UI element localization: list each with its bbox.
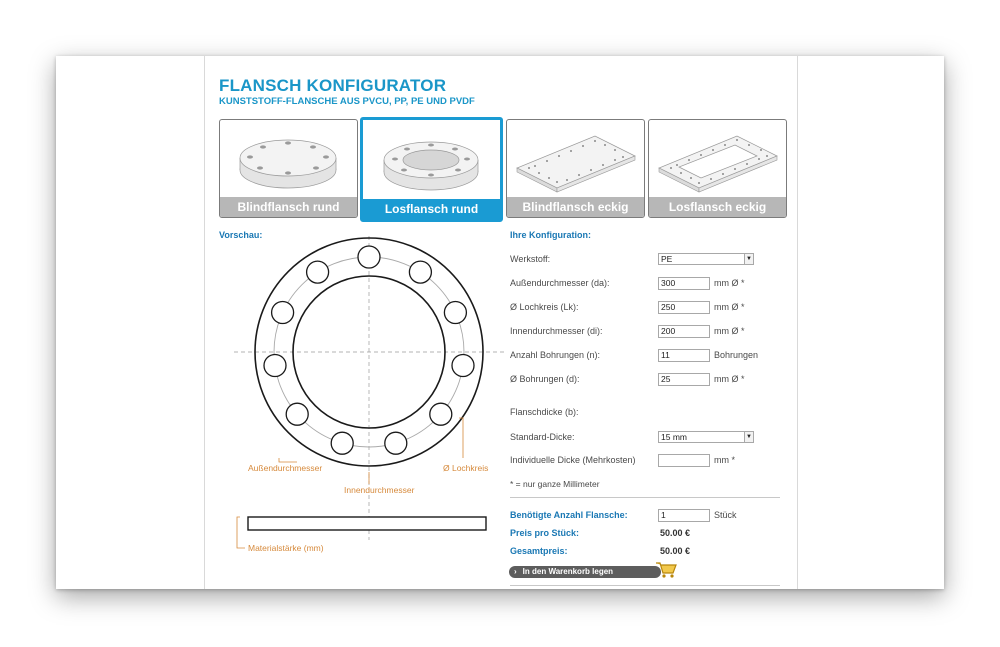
hole-diameter-label: Ø Bohrungen (d): [510, 374, 580, 384]
bolt-hole [430, 403, 452, 425]
inner-diameter-label: Innendurchmesser (di): [510, 326, 603, 336]
total-price-value: 50.00 € [660, 546, 691, 556]
thickness-bar [248, 517, 486, 530]
outer-diameter-annotation: Außendurchmesser [248, 463, 323, 473]
tile-blindflansch-eckig[interactable] [506, 119, 645, 218]
loose-square-flange-icon [649, 120, 786, 200]
bolt-hole [444, 302, 466, 324]
flange-preview-drawing [219, 236, 509, 566]
holes-count-label: Anzahl Bohrungen (n): [510, 350, 601, 360]
tile-label: Losflansch eckig [649, 197, 786, 217]
material-label: Werkstoff: [510, 254, 551, 264]
inner-diameter-unit: mm Ø * [714, 326, 745, 336]
divider [510, 497, 780, 498]
bolt-hole [331, 432, 353, 454]
add-to-cart-button[interactable]: › In den Warenkorb legen [509, 566, 661, 578]
unit-price-value: 50.00 € [660, 528, 691, 538]
blind-round-flange-icon [220, 120, 357, 200]
bolt-hole [272, 302, 294, 324]
hole-diameter-input[interactable]: 25 [658, 373, 710, 386]
loose-round-flange-icon [363, 120, 500, 200]
holes-count-input[interactable]: 11 [658, 349, 710, 362]
outer-diameter-input[interactable]: 300 [658, 277, 710, 290]
tile-losflansch-eckig[interactable] [648, 119, 787, 218]
outer-diameter-label: Außendurchmesser (da): [510, 278, 610, 288]
chevron-down-icon: ▼ [744, 432, 753, 442]
bolt-hole [264, 355, 286, 377]
material-select[interactable]: PE ▼ [658, 253, 754, 265]
hole-diameter-unit: mm Ø * [714, 374, 745, 384]
bolt-hole [286, 403, 308, 425]
tile-label: Losflansch rund [363, 199, 500, 219]
standard-thickness-select[interactable]: 15 mm ▼ [658, 431, 754, 443]
bolt-hole [358, 246, 380, 268]
pitch-circle-input[interactable]: 250 [658, 301, 710, 314]
left-column-border [204, 56, 205, 589]
blind-square-flange-icon [507, 120, 644, 200]
shopping-cart-icon [655, 561, 677, 579]
quantity-label: Benötigte Anzahl Flansche: [510, 510, 628, 520]
bolt-hole [385, 432, 407, 454]
thickness-heading: Flanschdicke (b): [510, 407, 579, 417]
page-title: FLANSCH KONFIGURATOR [219, 76, 447, 95]
mm-note: * = nur ganze Millimeter [510, 479, 600, 489]
outer-diameter-unit: mm Ø * [714, 278, 745, 288]
total-price-label: Gesamtpreis: [510, 546, 568, 556]
tile-label: Blindflansch rund [220, 197, 357, 217]
page-subtitle: KUNSTSTOFF-FLANSCHE AUS PVCU, PP, PE UND PVDF [219, 96, 475, 107]
bolt-hole [409, 261, 431, 283]
inner-diameter-annotation: Innendurchmesser [344, 485, 415, 495]
custom-thickness-input[interactable] [658, 454, 710, 467]
pitch-circle-label: Ø Lochkreis (Lk): [510, 302, 579, 312]
quantity-unit: Stück [714, 510, 737, 520]
tile-blindflansch-rund[interactable] [219, 119, 358, 218]
pitch-circle-annotation: Ø Lochkreis [443, 463, 489, 473]
standard-thickness-label: Standard-Dicke: [510, 432, 575, 442]
pitch-circle-unit: mm Ø * [714, 302, 745, 312]
preview-label: Vorschau: [219, 230, 263, 240]
bolt-hole [307, 261, 329, 283]
tile-losflansch-rund[interactable] [360, 117, 503, 222]
config-heading: Ihre Konfiguration: [510, 230, 591, 240]
thickness-annotation: Materialstärke (mm) [248, 543, 324, 553]
chevron-down-icon: ▼ [744, 254, 753, 264]
inner-diameter-input[interactable]: 200 [658, 325, 710, 338]
chevron-right-icon: › [514, 567, 517, 576]
divider-bottom [510, 585, 780, 586]
holes-count-unit: Bohrungen [714, 350, 759, 360]
bolt-hole [452, 355, 474, 377]
right-column-border [797, 56, 798, 589]
quantity-input[interactable]: 1 [658, 509, 710, 522]
unit-price-label: Preis pro Stück: [510, 528, 580, 538]
tile-label: Blindflansch eckig [507, 197, 644, 217]
custom-thickness-unit: mm * [714, 455, 735, 465]
custom-thickness-label: Individuelle Dicke (Mehrkosten) [510, 455, 636, 465]
